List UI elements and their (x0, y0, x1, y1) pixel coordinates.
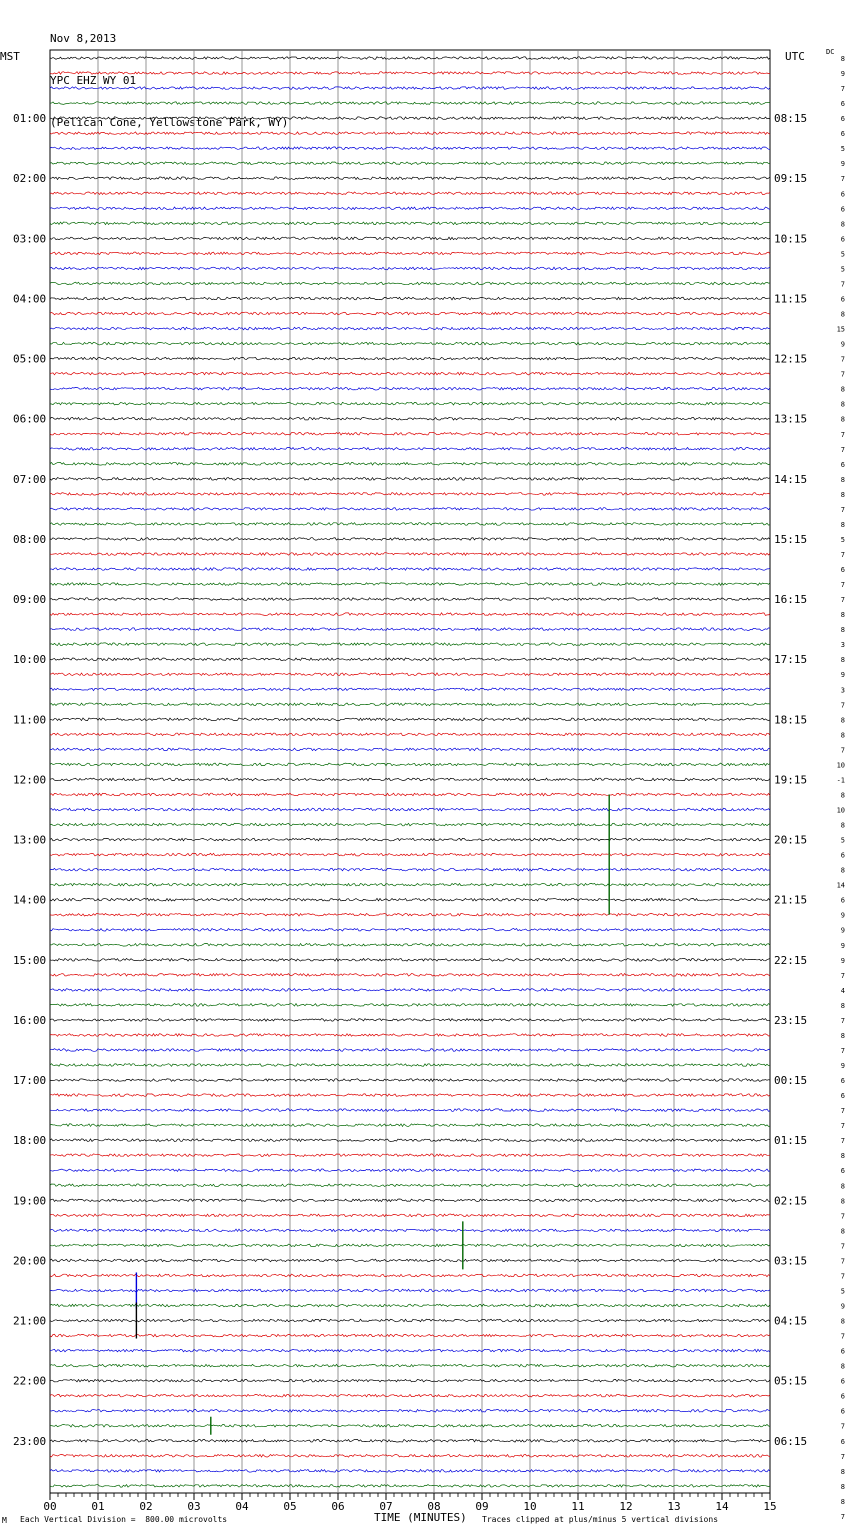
dc-offset-value: 9 (840, 1302, 845, 1311)
trace-94 (50, 1470, 770, 1473)
trace-83 (50, 1304, 770, 1307)
trace-63 (50, 1004, 770, 1007)
dc-offset-value: 8 (840, 1317, 845, 1326)
dc-offset-value: 5 (840, 250, 845, 259)
left-hour-label: 01:00 (13, 112, 47, 126)
trace-42 (50, 688, 770, 691)
trace-18 (50, 327, 770, 330)
dc-offset-value: 6 (840, 115, 845, 124)
dc-offset-value: 9 (840, 926, 845, 935)
dc-offset-value: 8 (840, 611, 845, 620)
left-hour-label: 05:00 (13, 352, 47, 366)
trace-27 (50, 463, 770, 466)
x-tick-label: 03 (187, 1500, 201, 1513)
trace-0 (50, 57, 770, 60)
dc-offset-value: 8 (840, 55, 845, 63)
dc-offset-value: 7 (840, 280, 845, 289)
dc-offset-value: 5 (840, 836, 845, 845)
dc-offset-value: 7 (840, 1016, 845, 1025)
trace-58 (50, 928, 770, 931)
left-hour-label: 07:00 (13, 472, 47, 486)
trace-60 (50, 959, 770, 962)
dc-offset-value: 7 (840, 701, 845, 710)
trace-74 (50, 1169, 770, 1172)
trace-89 (50, 1394, 770, 1397)
right-hour-label: 11:15 (774, 292, 808, 306)
trace-35 (50, 583, 770, 586)
dc-offset-value: 6 (840, 1407, 845, 1416)
trace-6 (50, 147, 770, 150)
x-tick-label: 10 (523, 1500, 537, 1513)
left-hour-label: 19:00 (13, 1194, 47, 1208)
right-hour-label: 17:15 (774, 653, 808, 667)
clip-note: Traces clipped at plus/minus 5 vertical divisions (482, 1515, 719, 1524)
dc-offset-value: 8 (840, 1497, 845, 1506)
x-tick-label: 02 (139, 1500, 153, 1513)
trace-14 (50, 267, 770, 270)
dc-offset-value: 6 (840, 851, 845, 860)
corner-mark: M (2, 1516, 7, 1525)
dc-offset-value: 7 (840, 1046, 845, 1055)
dc-offset-value: 6 (840, 1392, 845, 1401)
trace-39 (50, 643, 770, 646)
trace-93 (50, 1455, 770, 1458)
trace-76 (50, 1199, 770, 1202)
dc-offset-value: 8 (840, 731, 845, 740)
x-axis-label: TIME (MINUTES) (374, 1511, 467, 1524)
dc-offset-value: 8 (840, 1197, 845, 1206)
scale-note: Each Vertical Division = 800.00 microvolts (20, 1515, 228, 1524)
dc-offset-value: 3 (840, 686, 845, 695)
dc-offset-value: 8 (840, 400, 845, 409)
right-hour-label: 03:15 (774, 1254, 808, 1268)
trace-50 (50, 808, 770, 811)
trace-73 (50, 1154, 770, 1157)
trace-86 (50, 1349, 770, 1352)
left-hour-label: 09:00 (13, 593, 47, 607)
right-hour-label: 01:15 (774, 1134, 808, 1148)
dc-offset-value: 7 (840, 1122, 845, 1131)
dc-offset-value: 9 (840, 340, 845, 349)
dc-offset-value: 5 (840, 265, 845, 274)
dc-offset-value: 8 (840, 716, 845, 725)
right-hour-label: 10:15 (774, 232, 808, 246)
trace-61 (50, 974, 770, 977)
x-tick-label: 05 (283, 1500, 297, 1513)
dc-offset-value: 6 (840, 1377, 845, 1386)
right-hour-label: 12:15 (774, 352, 808, 366)
trace-54 (50, 868, 770, 871)
trace-80 (50, 1259, 770, 1262)
trace-56 (50, 898, 770, 901)
trace-21 (50, 372, 770, 375)
dc-offset-value: 8 (840, 1031, 845, 1040)
trace-79 (50, 1244, 770, 1247)
trace-25 (50, 433, 770, 436)
trace-37 (50, 613, 770, 616)
dc-offset-value: 8 (840, 1482, 845, 1491)
dc-offset-value: 6 (840, 1167, 845, 1176)
dc-offset-value: 6 (840, 130, 845, 139)
dc-offset-value: 6 (840, 1092, 845, 1101)
dc-offset-value: 7 (840, 581, 845, 590)
trace-69 (50, 1094, 770, 1097)
trace-1 (50, 72, 770, 75)
dc-offset-value: 8 (840, 310, 845, 319)
left-hour-label: 14:00 (13, 893, 47, 907)
dc-offset-value: 8 (840, 656, 845, 665)
trace-7 (50, 162, 770, 165)
right-hour-label: 02:15 (774, 1194, 808, 1208)
dc-offset-value: 6 (840, 1437, 845, 1446)
right-hour-label: 21:15 (774, 893, 808, 907)
dc-offset-value: 7 (840, 430, 845, 439)
trace-82 (50, 1289, 770, 1292)
trace-43 (50, 703, 770, 706)
dc-offset-value: 5 (840, 535, 845, 544)
dc-offset-value: 9 (840, 70, 845, 79)
dc-offset-value: 6 (840, 460, 845, 469)
dc-offset-value: 8 (840, 1152, 845, 1161)
dc-offset-value: 7 (840, 1272, 845, 1281)
dc-offset-value: 7 (840, 746, 845, 755)
dc-offset-value: 9 (840, 160, 845, 169)
trace-41 (50, 673, 770, 676)
right-hour-label: 23:15 (774, 1013, 808, 1027)
x-tick-label: 08 (427, 1500, 441, 1513)
dc-offset-value: 6 (840, 1077, 845, 1086)
trace-40 (50, 658, 770, 661)
trace-92 (50, 1440, 770, 1443)
left-hour-label: 12:00 (13, 773, 47, 787)
trace-49 (50, 793, 770, 796)
left-hour-label: 11:00 (13, 713, 47, 727)
dc-offset-value: 8 (840, 1467, 845, 1476)
trace-11 (50, 222, 770, 225)
trace-29 (50, 493, 770, 496)
dc-offset-value: 7 (840, 550, 845, 559)
trace-62 (50, 989, 770, 992)
dc-offset-value: 9 (840, 671, 845, 680)
dc-offset-value: 7 (840, 596, 845, 605)
dc-offset-value: 8 (840, 791, 845, 800)
trace-32 (50, 538, 770, 541)
dc-offset-value: 6 (840, 566, 845, 575)
trace-2 (50, 87, 770, 90)
dc-offset-value: 4 (840, 986, 845, 995)
right-hour-label: 04:15 (774, 1314, 808, 1328)
right-hour-label: 09:15 (774, 172, 808, 186)
trace-30 (50, 508, 770, 511)
left-hour-label: 20:00 (13, 1254, 47, 1268)
trace-68 (50, 1079, 770, 1082)
trace-66 (50, 1049, 770, 1052)
trace-20 (50, 357, 770, 360)
left-hour-label: 18:00 (13, 1134, 47, 1148)
dc-offset-value: 7 (840, 445, 845, 454)
x-tick-label: 01 (91, 1500, 105, 1513)
station-location: (Pelican Cone, Yellowstone Park, WY) (50, 116, 289, 129)
trace-90 (50, 1409, 770, 1412)
trace-16 (50, 297, 770, 300)
dc-offset-value: 8 (840, 475, 845, 484)
left-hour-label: 08:00 (13, 532, 47, 546)
trace-19 (50, 342, 770, 345)
trace-72 (50, 1139, 770, 1142)
trace-84 (50, 1319, 770, 1322)
dc-offset-value: 9 (840, 1062, 845, 1071)
trace-75 (50, 1184, 770, 1187)
dc-offset-value: 7 (840, 1212, 845, 1221)
dc-offset-value: 8 (840, 1182, 845, 1191)
dc-offset-value: 6 (840, 190, 845, 199)
trace-26 (50, 448, 770, 451)
trace-65 (50, 1034, 770, 1037)
dc-offset-value: 6 (840, 1347, 845, 1356)
dc-offset-value: 9 (840, 911, 845, 920)
trace-71 (50, 1124, 770, 1127)
trace-91 (50, 1424, 770, 1427)
dc-offset-value: 7 (840, 1257, 845, 1266)
dc-offset-value: 9 (840, 941, 845, 950)
trace-87 (50, 1364, 770, 1367)
x-tick-label: 13 (667, 1500, 681, 1513)
dc-offset-value: 3 (840, 641, 845, 650)
left-hour-label: 02:00 (13, 172, 47, 186)
left-hour-label: 06:00 (13, 412, 47, 426)
trace-34 (50, 568, 770, 571)
left-hour-label: 17:00 (13, 1074, 47, 1088)
x-tick-label: 04 (235, 1500, 249, 1513)
x-tick-label: 09 (475, 1500, 489, 1513)
dc-offset-value: 8 (840, 220, 845, 229)
dc-offset-value: 7 (840, 355, 845, 364)
dc-offset-value: 6 (840, 205, 845, 214)
trace-3 (50, 102, 770, 105)
trace-78 (50, 1229, 770, 1232)
trace-10 (50, 207, 770, 210)
right-hour-label: 15:15 (774, 532, 808, 546)
dc-offset-value: 9 (840, 956, 845, 965)
left-hour-label: 03:00 (13, 232, 47, 246)
trace-33 (50, 553, 770, 556)
dc-offset-value: 6 (840, 295, 845, 304)
trace-15 (50, 282, 770, 285)
x-tick-label: 06 (331, 1500, 345, 1513)
dc-offset-value: 8 (840, 490, 845, 499)
dc-offset-value: -1 (836, 776, 845, 785)
trace-67 (50, 1064, 770, 1067)
trace-45 (50, 733, 770, 736)
trace-64 (50, 1019, 770, 1022)
dc-offset-value: 10 (836, 761, 845, 770)
left-hour-label: 23:00 (13, 1434, 47, 1448)
left-hour-label: 22:00 (13, 1374, 47, 1388)
dc-offset-value: 8 (840, 1227, 845, 1236)
right-hour-label: 18:15 (774, 713, 808, 727)
dc-offset-value: 7 (840, 370, 845, 379)
dc-offset-value: 7 (840, 1422, 845, 1431)
x-tick-label: 11 (571, 1500, 585, 1513)
dc-offset-value: 7 (840, 1107, 845, 1116)
trace-51 (50, 823, 770, 826)
right-hour-label: 14:15 (774, 472, 808, 486)
x-tick-label: 14 (715, 1500, 729, 1513)
trace-17 (50, 312, 770, 315)
record-date: Nov 8,2013 (50, 32, 117, 45)
dc-offset-value: 8 (840, 866, 845, 875)
trace-77 (50, 1214, 770, 1217)
left-timezone-label: MST (0, 50, 20, 63)
trace-47 (50, 763, 770, 766)
right-hour-label: 19:15 (774, 773, 808, 787)
right-hour-label: 05:15 (774, 1374, 808, 1388)
dc-offset-value: 8 (840, 520, 845, 529)
dc-offset-value: 7 (840, 1242, 845, 1251)
dc-offset-value: 8 (840, 821, 845, 830)
right-hour-label: 13:15 (774, 412, 808, 426)
dc-offset-value: 6 (840, 235, 845, 244)
dc-offset-value: 7 (840, 85, 845, 94)
trace-5 (50, 132, 770, 135)
left-hour-label: 16:00 (13, 1013, 47, 1027)
trace-31 (50, 523, 770, 526)
trace-46 (50, 748, 770, 751)
station-code: YPC EHZ WY 01 (50, 74, 137, 87)
dc-offset-value: 14 (836, 881, 845, 890)
trace-59 (50, 944, 770, 947)
dc-offset-value: 7 (840, 1452, 845, 1461)
trace-38 (50, 628, 770, 631)
dc-offset-value: 7 (840, 1137, 845, 1146)
dc-offset-value: 5 (840, 1287, 845, 1296)
left-hour-label: 15:00 (13, 953, 47, 967)
trace-28 (50, 478, 770, 481)
left-hour-label: 04:00 (13, 292, 47, 306)
right-hour-label: 16:15 (774, 593, 808, 607)
dc-label: DC (826, 48, 835, 56)
dc-offset-value: 8 (840, 1001, 845, 1010)
trace-52 (50, 838, 770, 841)
dc-offset-value: 5 (840, 145, 845, 154)
dc-offset-value: 8 (840, 415, 845, 424)
right-timezone-label: UTC (785, 50, 805, 63)
trace-85 (50, 1334, 770, 1337)
trace-12 (50, 237, 770, 240)
left-hour-label: 10:00 (13, 653, 47, 667)
right-hour-label: 00:15 (774, 1074, 808, 1088)
trace-44 (50, 718, 770, 721)
dc-offset-value: 7 (840, 1512, 845, 1521)
trace-81 (50, 1274, 770, 1277)
right-hour-label: 06:15 (774, 1434, 808, 1448)
trace-48 (50, 778, 770, 781)
trace-9 (50, 192, 770, 195)
right-hour-label: 22:15 (774, 953, 808, 967)
x-tick-label: 12 (619, 1500, 633, 1513)
trace-13 (50, 252, 770, 255)
trace-57 (50, 913, 770, 916)
x-tick-label: 07 (379, 1500, 393, 1513)
trace-22 (50, 387, 770, 390)
trace-88 (50, 1379, 770, 1382)
trace-24 (50, 417, 770, 420)
dc-offset-value: 10 (836, 806, 845, 815)
trace-95 (50, 1485, 770, 1488)
dc-offset-value: 7 (840, 175, 845, 184)
dc-offset-value: 7 (840, 1332, 845, 1341)
left-hour-label: 13:00 (13, 833, 47, 847)
trace-70 (50, 1109, 770, 1112)
dc-offset-value: 6 (840, 100, 845, 109)
right-hour-label: 08:15 (774, 112, 808, 126)
x-tick-label: 15 (763, 1500, 777, 1513)
dc-offset-value: 7 (840, 505, 845, 514)
right-hour-label: 20:15 (774, 833, 808, 847)
trace-53 (50, 853, 770, 856)
trace-55 (50, 883, 770, 886)
dc-offset-value: 8 (840, 1362, 845, 1371)
left-hour-label: 21:00 (13, 1314, 47, 1328)
trace-4 (50, 117, 770, 120)
trace-23 (50, 402, 770, 405)
dc-offset-value: 6 (840, 896, 845, 905)
dc-offset-value: 7 (840, 971, 845, 980)
dc-offset-value: 8 (840, 626, 845, 635)
trace-8 (50, 177, 770, 180)
trace-36 (50, 598, 770, 601)
x-tick-label: 00 (43, 1500, 57, 1513)
dc-offset-value: 15 (836, 325, 845, 334)
dc-offset-value: 8 (840, 385, 845, 394)
